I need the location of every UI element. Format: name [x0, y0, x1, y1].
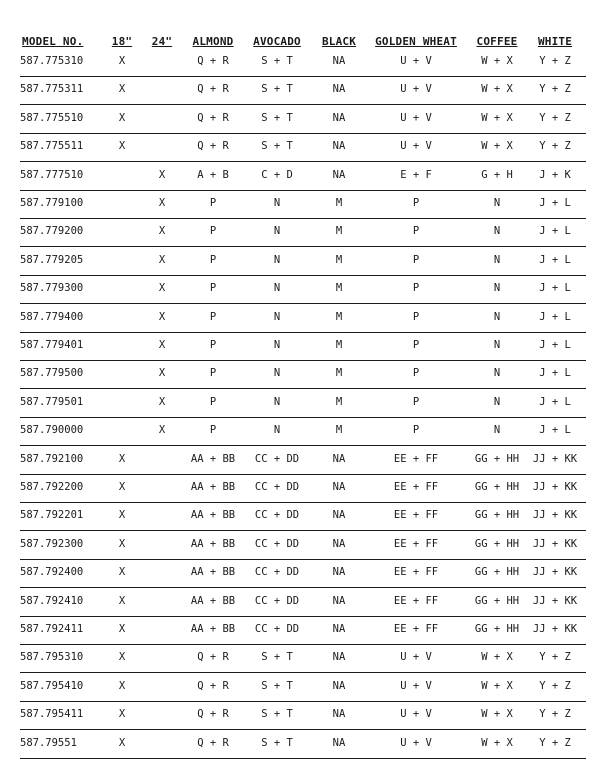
table-row [20, 364, 586, 389]
cell-black: NA [332, 679, 346, 692]
cell-in24: X [158, 367, 166, 380]
cell-coffee: N [493, 339, 501, 351]
cell-coffee: W + X [481, 55, 513, 67]
table-row [20, 393, 586, 418]
cell-model: 587.779400 [20, 310, 84, 323]
cell-almond: P [209, 225, 217, 238]
table-row [20, 52, 586, 77]
cell-in18: X [118, 594, 126, 607]
cell-golden-wheat: P [412, 225, 420, 238]
table-row [20, 535, 586, 560]
table-row [20, 506, 586, 531]
table-row [20, 421, 586, 446]
cell-in24: X [158, 310, 166, 323]
cell-model: 587.792201 [20, 509, 84, 522]
cell-almond: AA + BB [190, 481, 236, 493]
cell-white: J + L [539, 197, 571, 209]
cell-avocado: N [273, 339, 281, 351]
cell-model: 587.790000 [20, 424, 84, 437]
cell-black: NA [332, 481, 346, 493]
cell-white: J + L [539, 310, 571, 323]
cell-model: 587.775310 [20, 55, 84, 67]
cell-avocado: CC + DD [254, 623, 300, 635]
cell-black: M [335, 282, 343, 295]
cell-model: 587.775311 [20, 83, 84, 96]
cell-black: NA [332, 566, 346, 579]
cell-in18: X [118, 140, 126, 153]
cell-model: 587.792411 [20, 623, 84, 635]
cell-coffee: N [493, 282, 501, 295]
cell-white: Y + Z [539, 736, 571, 749]
cell-black: M [335, 424, 343, 437]
cell-golden-wheat: P [412, 310, 420, 323]
cell-black: M [335, 197, 343, 209]
cell-golden-wheat: EE + FF [393, 623, 439, 635]
cell-golden-wheat: U + V [400, 83, 432, 96]
cell-white: JJ + KK [532, 623, 578, 635]
cell-white: Y + Z [539, 111, 571, 124]
cell-avocado: N [273, 225, 281, 238]
cell-white: JJ + KK [532, 594, 578, 607]
cell-avocado: S + T [261, 651, 293, 664]
header-coffee: COFFEE [476, 35, 518, 48]
cell-almond: P [209, 339, 217, 351]
cell-golden-wheat: P [412, 339, 420, 351]
cell-white: Y + Z [539, 55, 571, 67]
cell-in24: X [158, 253, 166, 266]
cell-almond: Q + R [197, 651, 229, 664]
header-18-inch: 18" [111, 35, 133, 48]
cell-avocado: S + T [261, 736, 293, 749]
cell-almond: AA + BB [190, 594, 236, 607]
cell-black: NA [332, 111, 346, 124]
cell-coffee: GG + HH [474, 537, 520, 550]
cell-model: 587.779300 [20, 282, 84, 295]
cell-avocado: S + T [261, 55, 293, 67]
cell-white: Y + Z [539, 140, 571, 153]
header-white: WHITE [537, 35, 573, 48]
cell-golden-wheat: U + V [400, 679, 432, 692]
cell-golden-wheat: P [412, 197, 420, 209]
cell-coffee: N [493, 225, 501, 238]
cell-black: NA [332, 452, 346, 465]
cell-almond: A + B [197, 168, 229, 181]
cell-model: 587.779100 [20, 197, 84, 209]
cell-white: JJ + KK [532, 566, 578, 579]
cell-golden-wheat: EE + FF [393, 509, 439, 522]
cell-golden-wheat: U + V [400, 140, 432, 153]
cell-model: 587.777510 [20, 168, 84, 181]
cell-model: 587.792400 [20, 566, 84, 579]
cell-golden-wheat: EE + FF [393, 537, 439, 550]
cell-avocado: N [273, 253, 281, 266]
table-row [20, 80, 586, 105]
cell-model: 587.792100 [20, 452, 84, 465]
cell-black: NA [332, 736, 346, 749]
cell-avocado: C + D [261, 168, 293, 181]
cell-avocado: N [273, 282, 281, 295]
cell-golden-wheat: U + V [400, 651, 432, 664]
cell-almond: AA + BB [190, 566, 236, 579]
table-row [20, 648, 586, 673]
cell-in18: X [118, 537, 126, 550]
cell-almond: Q + R [197, 736, 229, 749]
cell-black: NA [332, 55, 346, 67]
cell-white: J + L [539, 424, 571, 437]
table-row [20, 478, 586, 503]
cell-in18: X [118, 55, 126, 67]
cell-in18: X [118, 83, 126, 96]
cell-avocado: N [273, 310, 281, 323]
cell-golden-wheat: U + V [400, 708, 432, 721]
table-row [20, 137, 586, 162]
cell-model: 587.779501 [20, 395, 84, 408]
header-avocado: AVOCADO [253, 35, 301, 48]
cell-coffee: W + X [481, 83, 513, 96]
cell-coffee: GG + HH [474, 594, 520, 607]
cell-in24: X [158, 168, 166, 181]
cell-in18: X [118, 679, 126, 692]
cell-in24: X [158, 197, 166, 209]
cell-white: Y + Z [539, 83, 571, 96]
cell-white: J + K [539, 168, 571, 181]
table-row [20, 336, 586, 361]
cell-golden-wheat: EE + FF [393, 481, 439, 493]
table-row [20, 308, 586, 333]
cell-coffee: N [493, 197, 501, 209]
cell-black: NA [332, 651, 346, 664]
cell-golden-wheat: U + V [400, 55, 432, 67]
cell-golden-wheat: P [412, 424, 420, 437]
cell-in24: X [158, 395, 166, 408]
cell-almond: AA + BB [190, 509, 236, 522]
cell-avocado: N [273, 424, 281, 437]
header-almond: ALMOND [192, 35, 234, 48]
cell-golden-wheat: P [412, 367, 420, 380]
cell-almond: P [209, 253, 217, 266]
cell-avocado: CC + DD [254, 452, 300, 465]
cell-model: 587.775511 [20, 140, 84, 153]
cell-in24: X [158, 225, 166, 238]
cell-model: 587.795411 [20, 708, 84, 721]
cell-golden-wheat: EE + FF [393, 594, 439, 607]
cell-avocado: N [273, 367, 281, 380]
cell-avocado: CC + DD [254, 481, 300, 493]
cell-black: NA [332, 168, 346, 181]
cell-black: M [335, 367, 343, 380]
header-24-inch: 24" [151, 35, 173, 48]
cell-model: 587.79551 [20, 736, 77, 749]
cell-in18: X [118, 566, 126, 579]
cell-avocado: S + T [261, 140, 293, 153]
cell-model: 587.795310 [20, 651, 84, 664]
cell-avocado: S + T [261, 708, 293, 721]
cell-almond: P [209, 424, 217, 437]
cell-golden-wheat: E + F [400, 168, 432, 181]
cell-black: NA [332, 623, 346, 635]
table-row [20, 194, 586, 219]
cell-coffee: GG + HH [474, 452, 520, 465]
table-row [20, 109, 586, 134]
cell-in24: X [158, 339, 166, 351]
cell-black: NA [332, 537, 346, 550]
cell-coffee: W + X [481, 708, 513, 721]
cell-almond: Q + R [197, 111, 229, 124]
cell-coffee: W + X [481, 111, 513, 124]
cell-model: 587.775510 [20, 111, 84, 124]
cell-golden-wheat: EE + FF [393, 566, 439, 579]
cell-white: Y + Z [539, 708, 571, 721]
cell-white: J + L [539, 367, 571, 380]
table-row [20, 705, 586, 730]
cell-almond: P [209, 395, 217, 408]
cell-in18: X [118, 708, 126, 721]
cell-black: NA [332, 708, 346, 721]
table-row [20, 620, 586, 645]
cell-black: M [335, 253, 343, 266]
cell-model: 587.779500 [20, 367, 84, 380]
cell-coffee: W + X [481, 736, 513, 749]
cell-almond: Q + R [197, 708, 229, 721]
cell-white: J + L [539, 225, 571, 238]
cell-white: J + L [539, 339, 571, 351]
cell-in18: X [118, 481, 126, 493]
cell-golden-wheat: U + V [400, 736, 432, 749]
cell-model: 587.779401 [20, 339, 84, 351]
cell-black: NA [332, 509, 346, 522]
table-row [20, 677, 586, 702]
cell-in18: X [118, 452, 126, 465]
cell-black: M [335, 395, 343, 408]
cell-avocado: CC + DD [254, 537, 300, 550]
cell-almond: P [209, 310, 217, 323]
cell-black: NA [332, 83, 346, 96]
cell-white: Y + Z [539, 651, 571, 664]
cell-white: J + L [539, 395, 571, 408]
cell-in18: X [118, 651, 126, 664]
table-row [20, 251, 586, 276]
table-row [20, 734, 586, 759]
cell-coffee: GG + HH [474, 566, 520, 579]
cell-model: 587.779200 [20, 225, 84, 238]
cell-white: JJ + KK [532, 509, 578, 522]
cell-almond: Q + R [197, 55, 229, 67]
cell-black: NA [332, 140, 346, 153]
cell-avocado: CC + DD [254, 594, 300, 607]
cell-coffee: GG + HH [474, 623, 520, 635]
cell-almond: AA + BB [190, 452, 236, 465]
cell-in24: X [158, 282, 166, 295]
cell-avocado: CC + DD [254, 509, 300, 522]
cell-almond: AA + BB [190, 623, 236, 635]
table-row [20, 563, 586, 588]
cell-avocado: S + T [261, 679, 293, 692]
cell-almond: Q + R [197, 140, 229, 153]
cell-almond: P [209, 197, 217, 209]
cell-coffee: GG + HH [474, 481, 520, 493]
cell-black: M [335, 310, 343, 323]
cell-coffee: N [493, 253, 501, 266]
cell-model: 587.795410 [20, 679, 84, 692]
cell-model: 587.792300 [20, 537, 84, 550]
table-row [20, 222, 586, 247]
cell-golden-wheat: P [412, 395, 420, 408]
cell-in18: X [118, 111, 126, 124]
table-row [20, 450, 586, 475]
cell-golden-wheat: P [412, 282, 420, 295]
cell-avocado: S + T [261, 83, 293, 96]
cell-coffee: W + X [481, 679, 513, 692]
cell-almond: P [209, 282, 217, 295]
cell-black: M [335, 225, 343, 238]
table-row [20, 279, 586, 304]
table-row [20, 166, 586, 191]
cell-white: JJ + KK [532, 452, 578, 465]
cell-white: JJ + KK [532, 481, 578, 493]
cell-black: M [335, 339, 343, 351]
cell-avocado: S + T [261, 111, 293, 124]
cell-white: JJ + KK [532, 537, 578, 550]
cell-white: J + L [539, 282, 571, 295]
cell-coffee: N [493, 367, 501, 380]
cell-avocado: CC + DD [254, 566, 300, 579]
cell-coffee: W + X [481, 651, 513, 664]
cell-coffee: N [493, 395, 501, 408]
header-golden-wheat: GOLDEN WHEAT [375, 35, 457, 48]
cell-in18: X [118, 623, 126, 635]
cell-almond: P [209, 367, 217, 380]
cell-coffee: GG + HH [474, 509, 520, 522]
cell-coffee: G + H [481, 168, 513, 181]
cell-in18: X [118, 509, 126, 522]
cell-golden-wheat: EE + FF [393, 452, 439, 465]
cell-almond: Q + R [197, 679, 229, 692]
cell-avocado: N [273, 197, 281, 209]
cell-golden-wheat: P [412, 253, 420, 266]
cell-model: 587.779205 [20, 253, 84, 266]
cell-golden-wheat: U + V [400, 111, 432, 124]
cell-white: Y + Z [539, 679, 571, 692]
cell-model: 587.792200 [20, 481, 84, 493]
cell-avocado: N [273, 395, 281, 408]
cell-in24: X [158, 424, 166, 437]
cell-almond: Q + R [197, 83, 229, 96]
cell-white: J + L [539, 253, 571, 266]
cell-coffee: W + X [481, 140, 513, 153]
header-model-no: MODEL NO. [22, 35, 84, 48]
cell-model: 587.792410 [20, 594, 84, 607]
cell-almond: AA + BB [190, 537, 236, 550]
table-row [20, 592, 586, 617]
cell-coffee: N [493, 310, 501, 323]
header-black: BLACK [321, 35, 357, 48]
cell-in18: X [118, 736, 126, 749]
cell-coffee: N [493, 424, 501, 437]
cell-black: NA [332, 594, 346, 607]
